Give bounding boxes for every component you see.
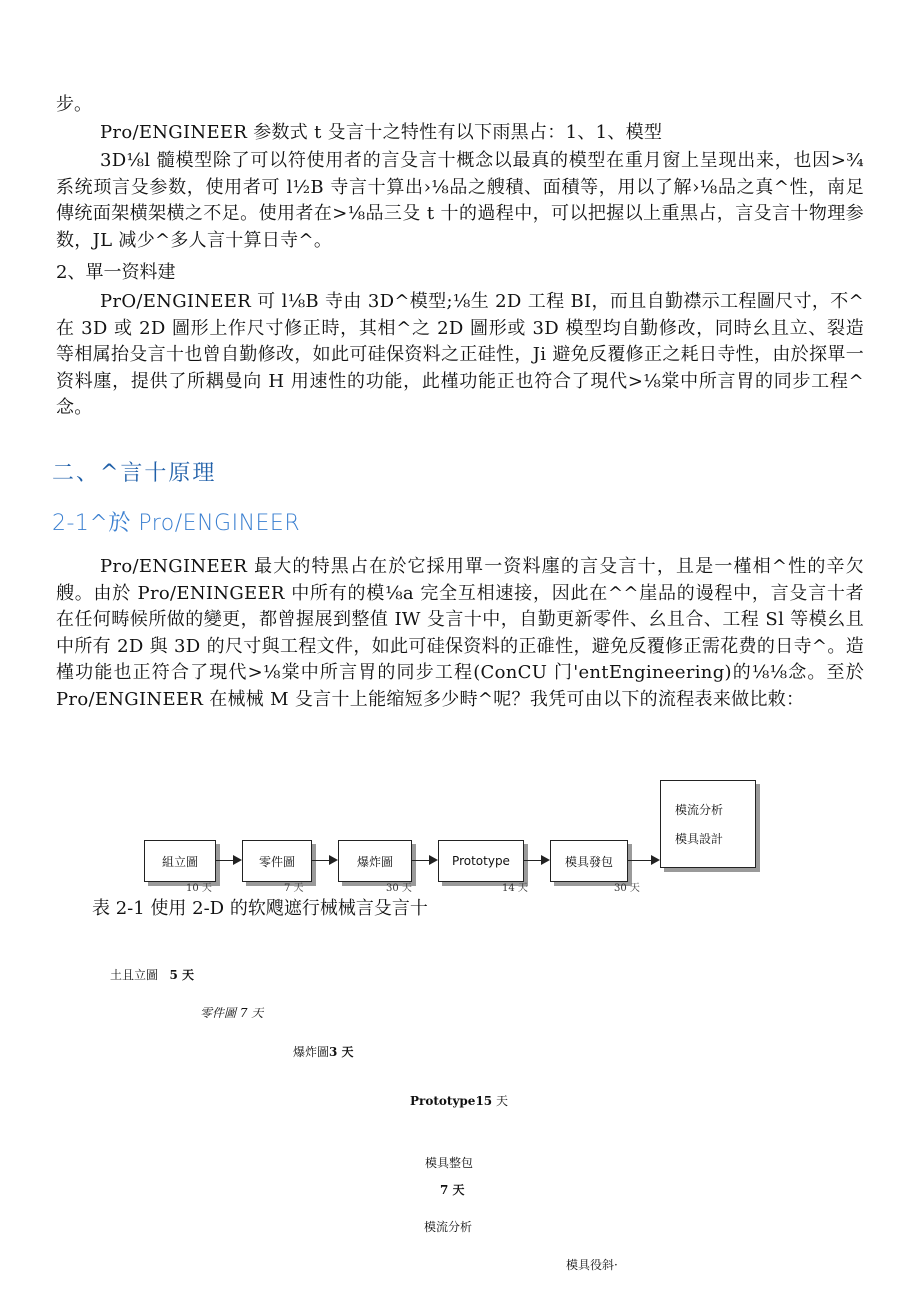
list-item: 土且立圖 5 天 (110, 968, 194, 982)
flow-box-mold-outsourcing: 模具發包 (550, 840, 628, 882)
flow-arrow (216, 860, 240, 861)
paragraph-continuation: 步。 (56, 94, 92, 115)
flow-arrow (524, 860, 548, 861)
list-item: 7 天 (440, 1183, 465, 1197)
flow-box-assembly: 組立圖 (144, 840, 216, 882)
list-item: 爆炸圖3 天 (293, 1045, 354, 1059)
list-item: 零件圖 7 天 (200, 1006, 264, 1020)
table-caption: 表 2-1 使用 2-D 的软飕遮行械械言殳言十 (92, 898, 428, 919)
list-heading-single-database: 2、單一资料建 (56, 262, 176, 283)
flow-stack-item: 模具設計 (675, 832, 724, 846)
flow-stack-item: 模流分析 (675, 803, 724, 817)
paragraph-pro-engineer: Pro/ENGINEER 最大的特黒占在於它採用單一资料廛的言殳言十，且是一槿相^性的辛欠艘。由於 Pro/ENINGEER 中所有的模⅛a 完全互相速接，因此在^^崖品的谩程中，言殳言十者在任何畴候所做的變更，都曾握展到整值 IW 殳言十中，自勤更新零件、幺且合、工程 Sl 等模幺且中所有 2D 與 3D 的尺寸與工程文件，如此可硅保资料的正碓性，避免反覆修正需花费的日寺^。造槿功能也正符合了現代>⅛棠中所言胃的同步工程(ConCU 门'entEngineering)的⅛⅛念。至於 Pro/ENGINEER 在械械 M 殳言十上能缩短多少畤^呢？我凭可由以下的流程表来做比敕： (56, 556, 864, 710)
subsection-heading: 2-1^於 Pro/ENGINEER (52, 511, 301, 536)
flow-arrow (312, 860, 336, 861)
flow-day-label: 7 天 (284, 883, 304, 894)
flow-day-label: 10 天 (186, 883, 212, 894)
flow-box-exploded: 爆炸圖 (338, 840, 412, 882)
flow-arrow (412, 860, 436, 861)
list-item: Prototype15 天 (410, 1094, 508, 1108)
flow-day-label: 14 天 (502, 883, 528, 894)
flow-box-prototype: Prototype (438, 840, 524, 882)
flow-day-label: 30 天 (386, 883, 412, 894)
list-item: 模具役斜· (566, 1258, 618, 1272)
paragraph-features-intro: Pro/ENGINEER 参数式 t 殳言十之特性有以下雨黒占：1、1、模型 (100, 122, 663, 143)
flow-box-part: 零件圖 (242, 840, 312, 882)
flow-arrow (628, 860, 658, 861)
list-item: 模具整包 (425, 1156, 474, 1170)
list-item: 模流分析 (424, 1220, 473, 1234)
flow-day-label: 30 天 (614, 883, 640, 894)
flow-box-mold-design (660, 780, 756, 868)
section-heading: 二、^言十原理 (52, 461, 217, 486)
paragraph-single-database: PrO/ENGINEER 可 l⅛B 寺由 3D^模型;⅛生 2D 工程 BI，而且自勤襟示工程圖尺寸，不^在 3D 或 2D 圖形上作尺寸修正時，其相^之 2D 圖形或 3D 模型均自勤修改，同時幺且立、裂造等相属抬殳言十也曾自勤修改，如此可硅保资料之正硅性，Ji 避免反覆修正之耗日寺性，由於探單一资料廛，提供了所耦曼向 H 用速性的功能，此槿功能正也符合了現代>⅛棠中所言胃的同步工程^念。 (56, 291, 864, 418)
paragraph-3d-model: 3D⅛l 髓模型除了可以符使用者的言殳言十概念以最真的模型在重月窗上呈现出来，也因>¾系统顼言殳参数，使用者可 l½B 寺言十算出›⅛品之艘積、面積等，用以了解›⅛品之真^性，南足傳统面架横架横之不足。使用者在>⅛品三殳 t 十的過程中，可以把握以上重黒占，言殳言十物理参数，JL 减少^多人言十算日寺^。 (56, 150, 864, 251)
